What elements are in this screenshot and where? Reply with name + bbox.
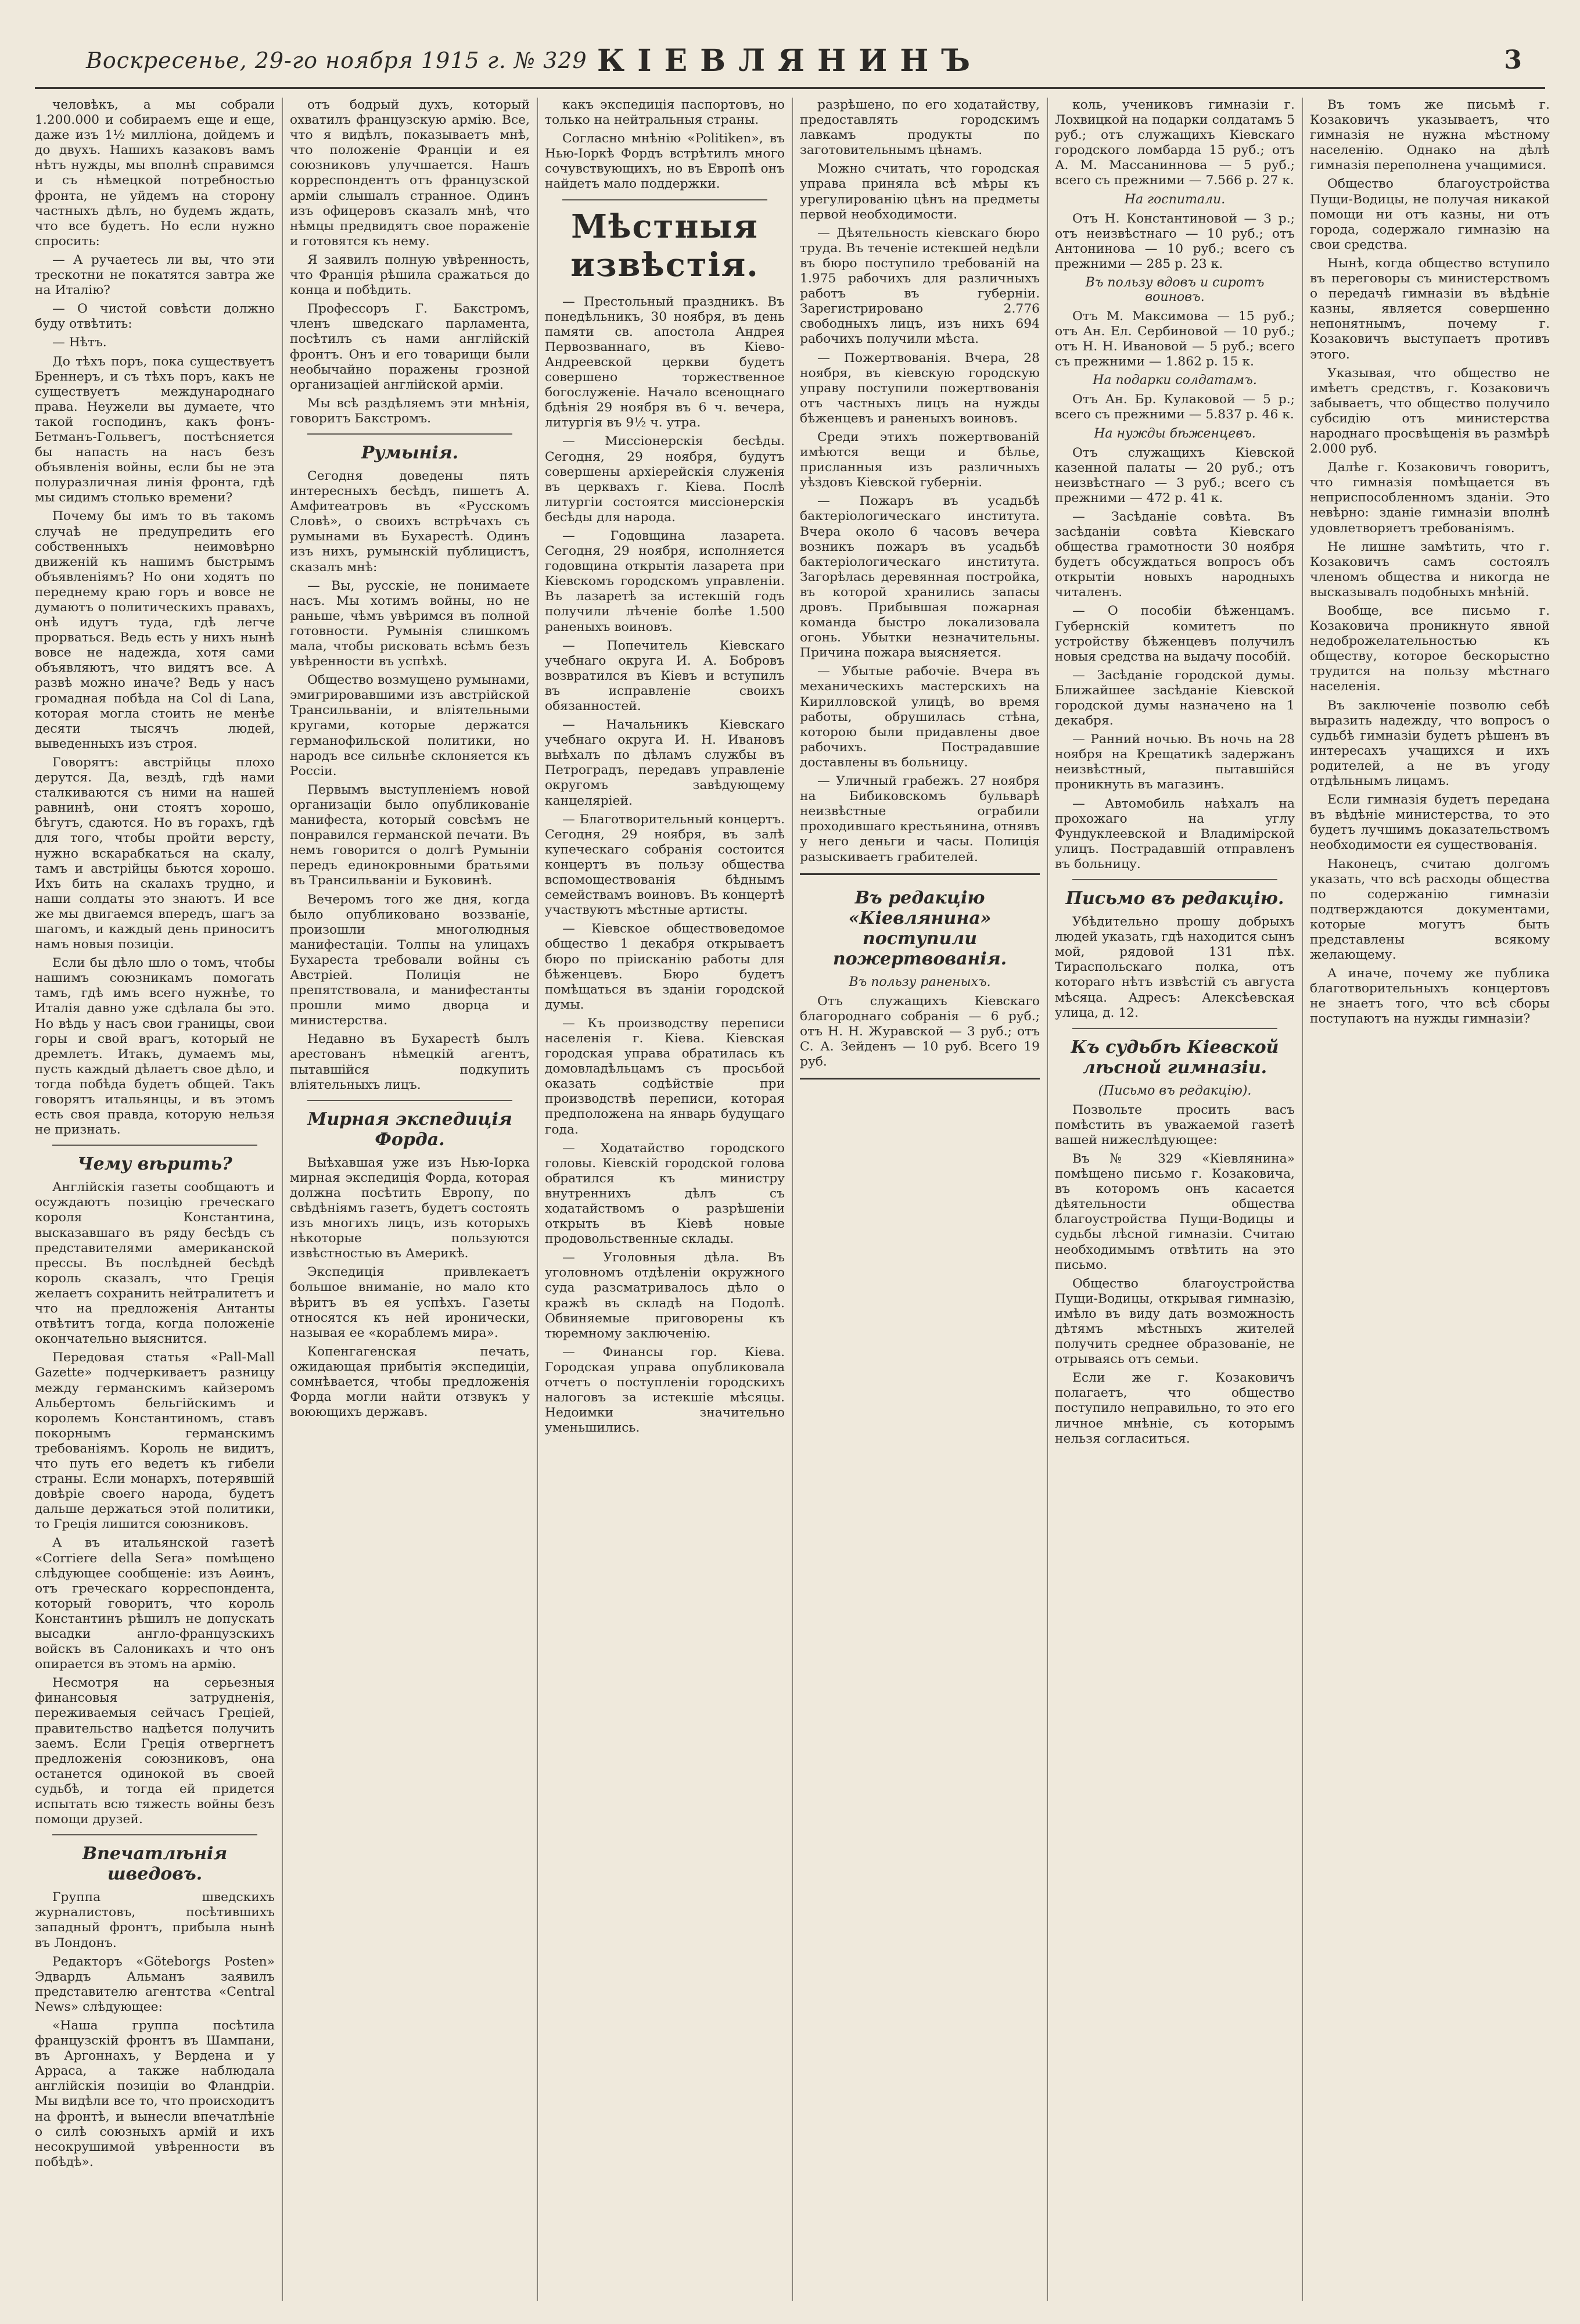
article-title: Мирная экспедиція Форда. <box>307 1109 512 1150</box>
paragraph: Въ томъ же письмѣ г. Козаковичъ указываетъ, что гимназія не нужна мѣстному населенію. Однако на дѣлѣ гимназія переполнена учащимися. <box>1310 98 1550 173</box>
donations-list <box>1055 309 1295 370</box>
article-title: Впечатлѣнія шведовъ. <box>82 1844 228 1885</box>
divider <box>1072 1028 1277 1029</box>
letter-title: Письмо въ редакцію. <box>1065 888 1284 909</box>
paragraph: Группа шведскихъ журналистовъ, посѣтившихъ западный фронтъ, прибыла нынѣ въ Лондонъ. <box>35 1890 275 1950</box>
donations-list <box>1055 392 1295 422</box>
paragraph: — Засѣданіе совѣта. Въ засѣданіи совѣта Кіевскаго общества грамотности 30 ноября будетъ обсуждаться вопросъ объ открытіи новыхъ народныхъ читаленъ. <box>1055 509 1295 600</box>
paragraph: Передовая статья «Pall-Mall Gazette» подчеркиваетъ разницу между германскимъ кайзеромъ Альбертомъ бельгійскимъ и королемъ Константиномъ, ставъ покорнымъ германскимъ требованіямъ. Король не видитъ, что путь его ведетъ къ гибели страны. Если монархъ, потерявшій довѣріе своего народа, будетъ дальше держаться этой политики, то Греція лишится союзниковъ. <box>35 1350 275 1532</box>
donation-heading: На госпитали. <box>1124 192 1226 207</box>
article-continuation <box>1310 98 1550 1027</box>
paragraph: Редакторъ «Göteborgs Posten» Эдвардъ Альманъ заявилъ представителю агентства «Central News» слѣдующее: <box>35 1954 275 2014</box>
paragraph: — Пожертвованія. Вчера, 28 ноября, въ кіевскую городскую управу поступили пожертвованія отъ частныхъ лицъ на нужды бѣженцевъ и раненыхъ воиновъ. <box>800 350 1040 426</box>
section-heading: Мѣстныя извѣстія. <box>570 207 759 284</box>
paragraph: Англійскія газеты сообщаютъ и осуждаютъ позицію греческаго короля Константина, высказавшаго въ ряду бесѣдъ съ представителями американской прессы. Въ послѣдней бесѣдѣ король сказалъ, что Греція желаетъ сохранить нейтралитетъ и что на предложенія Антанты отвѣтитъ тогда, когда положеніе окончательно выяснится. <box>35 1180 275 1347</box>
donations-box <box>800 873 1040 1079</box>
column-2 <box>282 98 537 2301</box>
paragraph: — Нѣтъ. <box>52 335 107 350</box>
divider <box>307 433 512 435</box>
paragraph: Вечеромъ того же дня, когда было опубликовано воззваніе, произошли многолюдныя манифестаціи. Толпы на улицахъ Бухареста требовали войны съ Австріей. Полиція не препятствовала, и манифестанты прошли мимо дворца и министерства. <box>290 892 530 1028</box>
paragraph: Наконецъ, считаю долгомъ указать, что всѣ расходы общества по содержанію гимназіи подтверждаются документами, которые могутъ быть представлены всякому желающему. <box>1310 856 1550 963</box>
paragraph: Убѣдительно прошу добрыхъ людей указать, гдѣ находится сынъ мой, рядовой 131 пѣх. Тираспольскаго полка, отъ котораго нѣтъ извѣстій съ августа мѣсяца. Адресъ: Алексѣевская улица, д. 12. <box>1055 914 1295 1020</box>
donation-heading: На нужды бѣженцевъ. <box>1094 426 1256 441</box>
paragraph: — Уголовныя дѣла. Въ уголовномъ отдѣленіи окружного суда разсматривалось дѣло о кражѣ въ складѣ на Подолѣ. Обвиняемые приговорены къ тюремному заключенію. <box>545 1250 785 1341</box>
paragraph: Позвольте просить васъ помѣстить въ уважаемой газетѣ вашей нижеслѣдующее: <box>1055 1102 1295 1147</box>
paragraph: Сегодня доведены пять интересныхъ бесѣдъ, пишетъ А. Амфитеатровъ въ «Русскомъ Словѣ», о своихъ встрѣчахъ съ румынами въ Бухарестѣ. Одинъ изъ нихъ, румынскій публицистъ, сказалъ мнѣ: <box>290 468 530 575</box>
paragraph: — Благотворительный концертъ. Сегодня, 29 ноября, въ залѣ купеческаго собранія состоится концертъ въ пользу общества вспомоществованія бѣднымъ семействамъ воиновъ. Въ концертѣ участвуютъ мѣстные артисты. <box>545 812 785 918</box>
paragraph: — Ранний ночью. Въ ночь на 28 ноября на Крещатикѣ задержанъ неизвѣстный, пытавшійся проникнуть въ магазинъ. <box>1055 732 1295 792</box>
paragraph: Профессоръ Г. Бакстромъ, членъ шведскаго парламента, посѣтилъ съ нами англійскій фронтъ. Онъ и его товарищи были необычайно поражены грозной организаціей англійской арміи. <box>290 302 530 392</box>
paragraph: Среди этихъ пожертвованій имѣются вещи и бѣлье, присланныя изъ различныхъ уѣздовъ Кіевской губерніи. <box>800 429 1040 490</box>
paragraph: Почему бы имъ то въ такомъ случаѣ не предупредить его собственныхъ неимовѣрно движеній къ нашимъ быстрымъ объявленіямъ? Но они ходятъ по переднему краю горъ и вовсе не думаютъ о политическихъ правахъ, онѣ идутъ туда, гдѣ легче прорваться. Ведь есть у нихъ нынѣ вовсе не надежда, хотя сами объявляютъ, что видятъ все. А развѣ можно иначе? Ведь у насъ громадная побѣда на Col di Lana, которая могла стоить не менѣе десяти тысячъ людей, выведенныхъ изъ строя. <box>35 509 275 751</box>
paragraph: Указывая, что общество не имѣетъ средствъ, г. Козаковичъ забываетъ, что общество получило субсидію отъ министерства народнаго просвѣщенія въ размѣрѣ 2.000 руб. <box>1310 365 1550 457</box>
paragraph: — Вы, русскіе, не понимаете насъ. Мы хотимъ войны, но не раньше, чѣмъ увѣримся въ полной готовности. Румынія слишкомъ мала, чтобы рисковать всѣмъ безъ увѣренности въ успѣхѣ. <box>290 578 530 669</box>
column-4 <box>792 98 1047 2301</box>
donations-continuation <box>1055 98 1295 189</box>
article-body <box>290 469 530 1093</box>
news-items <box>545 295 785 1436</box>
paragraph: Отъ Ан. Бр. Кулаковой — 5 р.; всего съ прежними — 5.837 р. 46 к. <box>1055 392 1295 422</box>
paragraph: человѣкъ, а мы собрали 1.200.000 и собираемъ еще и еще, даже изъ 1½ милліона, дойдемъ и до двухъ. Нашихъ казаковъ вамъ нѣтъ нужды, мы вполнѣ справимся и съ нѣмецкой потребностью фронта, не уйдемъ на сторону частныхъ дѣлъ, но будемъ ждать, что все будетъ. Но если нужно спросить: <box>35 98 275 249</box>
donation-heading: Въ пользу вдовъ и сиротъ воиновъ. <box>1085 275 1265 304</box>
donations-title: Въ редакцію «Кіевлянина» поступили пожертвованія. <box>832 887 1007 969</box>
paragraph: Я заявилъ полную увѣренность, что Франція рѣшила сражаться до конца и побѣдить. <box>290 252 530 298</box>
article-body <box>290 1156 530 1421</box>
article-subtitle: (Письмо въ редакцію). <box>1098 1083 1252 1098</box>
divider <box>1072 879 1277 880</box>
paragraph: Отъ служащихъ Кіевскаго благороднаго собранія — 6 руб.; отъ Н. Н. Журавской — 3 руб.; отъ С. А. Зейденъ — 10 руб. Всего 19 руб. <box>800 994 1040 1069</box>
article-body <box>35 1890 275 2170</box>
paragraph: До тѣхъ поръ, пока существуетъ Бреннеръ, и съ тѣхъ поръ, какъ не существуетъ международнаго права. Неужели вы думаете, что такой господинъ, какъ фонъ-Бетманъ-Гольвегъ, постѣсняется бы напасть на насъ безъ объявленія войны, если бы не эта полуразличная линія фронта, гдѣ мы сидимъ столько времени? <box>35 354 275 505</box>
column-1 <box>35 98 282 2301</box>
divider <box>52 1834 257 1835</box>
article-body <box>35 1180 275 1827</box>
paragraph: — Финансы гор. Кіева. Городская управа опубликовала отчетъ о поступленіи городскихъ налоговъ за истекшіе мѣсяцы. Недоимки значительно уменьшились. <box>545 1344 785 1436</box>
paragraph: — Уличный грабежъ. 27 ноября на Бибиковскомъ бульварѣ неизвѣстные ограбили проходившаго крестьянина, отнявъ у него деньги и часы. Полиція разыскиваетъ грабителей. <box>800 774 1040 865</box>
divider <box>307 1100 512 1101</box>
donations-list <box>800 994 1040 1070</box>
donation-heading: На подарки солдатамъ. <box>1093 373 1257 388</box>
paragraph: — Миссіонерскія бесѣды. Сегодня, 29 ноября, будутъ совершены архіерейскія служенія въ церквахъ г. Кіева. Послѣ литургіи состоятся миссіонерскія бесѣды для народа. <box>545 434 785 525</box>
paragraph: какъ экспедиція паспортовъ, но только на нейтральныя страны. <box>545 98 785 128</box>
letter-body <box>1055 914 1295 1021</box>
paragraph: Мы всѣ раздѣляемъ эти мнѣнія, говоритъ Бакстромъ. <box>290 396 530 426</box>
article-continuation <box>545 98 785 192</box>
news-items <box>1055 510 1295 872</box>
paragraph: Если же г. Козаковичъ полагаетъ, что общество поступило неправильно, то это его личное мнѣніе, съ которымъ нельзя согласиться. <box>1055 1371 1295 1446</box>
donations-subtitle: Въ пользу раненыхъ. <box>849 974 991 989</box>
article-body <box>1055 1103 1295 1447</box>
paragraph: — Кіевское обществоведомое общество 1 декабря открываетъ бюро по пріисканію работы для бѣженцевъ. Бюро будетъ помѣщаться въ зданіи городской думы. <box>545 921 785 1012</box>
paragraph: — Автомобиль наѣхалъ на прохожаго на углу Фундуклеевской и Владимірской улицъ. Пострадавшій отправленъ въ больницу. <box>1055 796 1295 871</box>
paragraph: Если бы дѣло шло о томъ, чтобы нашимъ союзникамъ помогать тамъ, гдѣ имъ всего нужнѣе, то Италія давно уже сдѣлала бы это. Но вѣдь у насъ свои границы, свои горы и свой врагъ, который не дремлетъ. Итакъ, думаемъ мы, пусть каждый дѣлаетъ свое дѣло, и тогда побѣда будетъ общей. Такъ говорятъ итальянцы, и въ этомъ есть своя правда, которую нельзя не признать. <box>35 956 275 1138</box>
paragraph: — Престольный праздникъ. Въ понедѣльникъ, 30 ноября, въ день памяти св. апостола Андрея Первозваннаго, въ Кіево-Андреевской церкви будетъ совершено торжественное богослуженіе. Начало всенощнаго бдѣнія 29 ноября въ 6 ч. вечера, литургія въ 9½ ч. утра. <box>545 294 785 431</box>
article-title: Къ судьбѣ Кіевской лѣсной гимназіи. <box>1071 1037 1279 1078</box>
paragraph: Общество благоустройства Пущи-Водицы, открывая гимназію, имѣло въ виду дать возможность дѣтямъ мѣстныхъ жителей получить среднее образованіе, не отрываясь отъ семьи. <box>1055 1276 1295 1367</box>
newspaper-title: КІЕВЛЯНИНЪ <box>597 43 983 78</box>
paragraph: — Засѣданіе городской думы. Ближайшее засѣданіе Кіевской городской думы назначено на 1 декабря. <box>1055 668 1295 729</box>
paragraph: Отъ Н. Константиновой — 3 р.; отъ неизвѣстнаго — 10 руб.; отъ Антонинова — 10 руб.; всего съ прежними — 285 р. 23 к. <box>1055 211 1295 271</box>
paragraph: Несмотря на серьезныя финансовыя затрудненія, переживаемыя сейчасъ Греціей, правительство надѣется получить заемъ. Если Греція отвергнетъ предложенія союзниковъ, она останется одинокой въ своей судьбѣ, и тогда ей придется испытать всю тяжесть войны безъ помощи друзей. <box>35 1676 275 1827</box>
paragraph: Общество возмущено румынами, эмигрировавшими изъ австрійской Трансильваніи, и вліятельными кругами, которые держатся германофильской политики, но народъ все сильнѣе склоняется къ Россіи. <box>290 673 530 779</box>
paragraph: отъ бодрый духъ, который охватилъ французскую армію. Все, что я видѣлъ, показываетъ мнѣ, что положеніе Франціи и ея союзниковъ улучшается. Нашъ корреспондентъ отъ французской арміи слышалъ странное. Одинъ изъ офицеровъ сказалъ мнѣ, что нѣмцы предвидятъ свое пораженіе и готовятся къ нему. <box>290 98 530 249</box>
paragraph: разрѣшено, по его ходатайству, предоставлять городскимъ лавкамъ продукты по заготовительнымъ цѣнамъ. <box>800 98 1040 158</box>
paragraph: Нынѣ, когда общество вступило въ переговоры съ министерствомъ о передачѣ гимназіи въ вѣдѣніе казны, является совершенно непонятнымъ, почему г. Козаковичъ выступаетъ противъ этого. <box>1310 256 1550 362</box>
paragraph: — Пожаръ въ усадьбѣ бактеріологическаго института. Вчера около 6 часовъ вечера возникъ пожаръ въ усадьбѣ бактеріологическаго института. Загорѣлась деревянная постройка, въ которой хранились запасы дровъ. Прибывшая пожарная команда быстро локализовала огонь. Убытки незначительны. Причина пожара выясняется. <box>800 494 1040 661</box>
paragraph: Въ заключеніе позволю себѣ выразить надежду, что вопросъ о судьбѣ гимназіи будетъ рѣшенъ въ интересахъ учащихся и ихъ родителей, а не въ угоду отдѣльнымъ лицамъ. <box>1310 698 1550 789</box>
page-header <box>35 41 1545 89</box>
divider <box>52 1145 257 1146</box>
paragraph: Далѣе г. Козаковичъ говоритъ, что гимназія помѣщается въ неприспособленномъ зданіи. Это невѣрно: зданіе гимназіи вполнѣ удовлетворяетъ требованіямъ. <box>1310 460 1550 536</box>
paragraph: «Наша группа посѣтила французскій фронтъ въ Шампани, въ Аргоннахъ, у Вердена и у Арраса, а также наблюдала англійскія позиціи во Фландріи. Мы видѣли все то, что происходитъ на фронтѣ, и вынесли впечатлѣніе о силѣ союзныхъ армій и ихъ несокрушимой увѣренности въ побѣдѣ». <box>35 2018 275 2169</box>
paragraph: Въ № 329 «Кіевлянина» помѣщено письмо г. Козаковича, въ которомъ онъ касается дѣятельности общества благоустройства Пущи-Водицы и судьбы лѣсной гимназіи. Считаю необходимымъ отвѣтить на это письмо. <box>1055 1151 1295 1272</box>
paragraph: Согласно мнѣнію «Politiken», въ Нью-Іоркѣ Фордъ встрѣтилъ много сочувствующихъ, но въ Европѣ онъ найдетъ мало поддержки. <box>545 131 785 192</box>
paragraph: Отъ служащихъ Кіевской казенной палаты — 20 руб.; отъ неизвѣстнаго — 3 руб.; всего съ прежними — 472 р. 41 к. <box>1055 445 1295 505</box>
paragraph: — Годовщина лазарета. Сегодня, 29 ноября, исполняется годовщина открытія лазарета при Кіевскомъ городскомъ управленіи. Въ лазаретѣ за истекшій годъ получили лѣченіе болѣе 1.500 раненыхъ воиновъ. <box>545 528 785 634</box>
article-continuation <box>35 98 275 1138</box>
paragraph: Не лишне замѣтить, что г. Козаковичъ самъ состоялъ членомъ общества и никогда не высказывалъ подобныхъ мнѣній. <box>1310 539 1550 600</box>
paragraph: — Къ производству переписи населенія г. Кіева. Кіевская городская управа обратилась къ домовладѣльцамъ съ просьбой оказать содѣйствіе при производствѣ переписи, которая предположена на январь будущаго года. <box>545 1016 785 1137</box>
issue-date: Воскресенье, 29-го ноября 1915 г. № 329 <box>86 48 587 73</box>
paragraph: Выѣхавшая уже изъ Нью-Іорка мирная экспедиція Форда, которая должна посѣтить Европу, по свѣдѣніямъ газетъ, будетъ состоять изъ многихъ лицъ, изъ которыхъ нѣкоторые пользуются извѣстностью въ Америкѣ. <box>290 1155 530 1261</box>
paragraph: А иначе, почему же публика благотворительныхъ концертовъ не знаетъ того, что всѣ сборы поступаютъ на нужды гимназіи? <box>1310 966 1550 1027</box>
column-6 <box>1302 98 1557 2301</box>
paragraph: — Ходатайство городского головы. Кіевскій городской голова обратился къ министру внутреннихъ дѣлъ съ ходатайствомъ о разрѣшеніи открыть въ Кіевѣ новые продовольственные склады. <box>545 1141 785 1247</box>
paragraph: Отъ М. Максимова — 15 руб.; отъ Ан. Ел. Сербиновой — 10 руб.; отъ Н. Н. Ивановой — 5 руб.; всего съ прежними — 1.862 р. 15 к. <box>1055 309 1295 370</box>
paragraph: Можно считать, что городская управа приняла всѣ мѣры къ урегулированію цѣнъ на предметы первой необходимости. <box>800 162 1040 222</box>
columns <box>35 98 1557 2301</box>
paragraph: Первымъ выступленіемъ новой организаціи было опубликованіе манифеста, который совсѣмъ не понравился германской печати. Въ немъ говорится о долгѣ Румыніи передъ единокровными братьями въ Трансильваніи и Буковинѣ. <box>290 782 530 888</box>
news-items <box>800 226 1040 865</box>
paragraph: — Убытые рабочіе. Вчера въ механическихъ мастерскихъ на Кирилловской улицѣ, во время работы, обрушилась стѣна, которою были придавлены двое рабочихъ. Пострадавшие доставлены въ больницу. <box>800 664 1040 770</box>
paragraph: — А ручаетесь ли вы, что эти трескотни не покатятся завтра же на Италію? <box>35 252 275 298</box>
paragraph: — О чистой совѣсти должно буду отвѣтить: <box>35 302 275 332</box>
article-title: Румынія. <box>361 442 459 463</box>
paragraph: Экспедиція привлекаетъ большое вниманіе, но мало кто вѣритъ въ ея успѣхъ. Газеты относятся къ ней иронически, называя ее «кораблемъ мира». <box>290 1265 530 1340</box>
divider <box>562 199 767 200</box>
paragraph: Общество благоустройства Пущи-Водицы, не получая никакой помощи ни отъ казны, ни отъ города, содержало гимназію на свои средства. <box>1310 177 1550 252</box>
donations-list <box>1055 211 1295 272</box>
paragraph: Говорятъ: австрійцы плохо дерутся. Да, вездѣ, гдѣ нами сталкиваются съ ними на нашей равнинѣ, они стоятъ хорошо, бѣгутъ, сдаются. Но въ горахъ, гдѣ для того, чтобы пройти версту, нужно вскарабкаться на скалу, тамъ и австрійцы бьются хорошо. Ихъ бить на скалахъ трудно, и наши солдаты это знаютъ. И все же мы двигаемся впередъ, шагъ за шагомъ, и каждый день приноситъ намъ новыя позиціи. <box>35 755 275 952</box>
paragraph: Если гимназія будетъ передана въ вѣдѣніе министерства, то это будетъ лучшимъ доказательствомъ необходимости ея существованія. <box>1310 792 1550 853</box>
donations-list <box>1055 446 1295 506</box>
paragraph: Недавно въ Бухарестѣ былъ арестованъ нѣмецкій агентъ, пытавшійся подкупить вліятельныхъ лицъ. <box>290 1032 530 1092</box>
article-continuation <box>800 98 1040 223</box>
paragraph: Вообще, все письмо г. Козаковича проникнуто явной недоброжелательностью къ обществу, которое бескорыстно трудится на пользу мѣстнаго населенія. <box>1310 604 1550 694</box>
paragraph: — Попечитель Кіевскаго учебнаго округа И. А. Бобровъ возвратился въ Кіевъ и вступилъ въ исправленіе своихъ обязанностей. <box>545 638 785 713</box>
paragraph: — Дѣятельность кіевскаго бюро труда. Въ теченіе истекшей недѣли въ бюро поступило требованій на 1.975 рабочихъ для различныхъ работъ въ губерніи. Зарегистрировано 2.776 свободныхъ лицъ, изъ нихъ 694 рабочихъ получили мѣста. <box>800 225 1040 347</box>
paragraph: коль, учениковъ гимназіи г. Лохвицкой на подарки солдатамъ 5 руб.; отъ служащихъ Кіевскаго городского ломбарда 15 руб.; отъ А. М. Массаниннова — 5 руб.; всего съ прежними — 7.566 р. 27 к. <box>1055 98 1295 188</box>
column-3 <box>537 98 792 2301</box>
article-continuation <box>290 98 530 426</box>
paragraph: А въ итальянской газетѣ «Corriere della Sera» помѣщено слѣдующее сообщеніе: изъ Аѳинъ, отъ греческаго корреспондента, который говоритъ, что король Константинъ рѣшилъ не допускать высадки англо-французскихъ войскъ въ Салоникахъ и что онъ опирается въ этомъ на армію. <box>35 1536 275 1672</box>
column-5 <box>1047 98 1302 2301</box>
paragraph: — Начальникъ Кіевскаго учебнаго округа И. Н. Ивановъ выѣхалъ по дѣламъ службы въ Петроградъ, передавъ управленіе округомъ завѣдующему канцеляріей. <box>545 718 785 808</box>
article-title: Чему вѣрить? <box>77 1154 232 1175</box>
paragraph: Копенгагенская печать, ожидающая прибытія экспедиціи, сомнѣвается, чтобы предложенія Форда могли найти отзвукъ у воюющихъ державъ. <box>290 1344 530 1420</box>
page-number: 3 <box>1504 45 1522 75</box>
paragraph: — О пособіи бѣженцамъ. Губернскій комитетъ по устройству бѣженцевъ получилъ новыя средства на выдачу пособій. <box>1055 604 1295 664</box>
